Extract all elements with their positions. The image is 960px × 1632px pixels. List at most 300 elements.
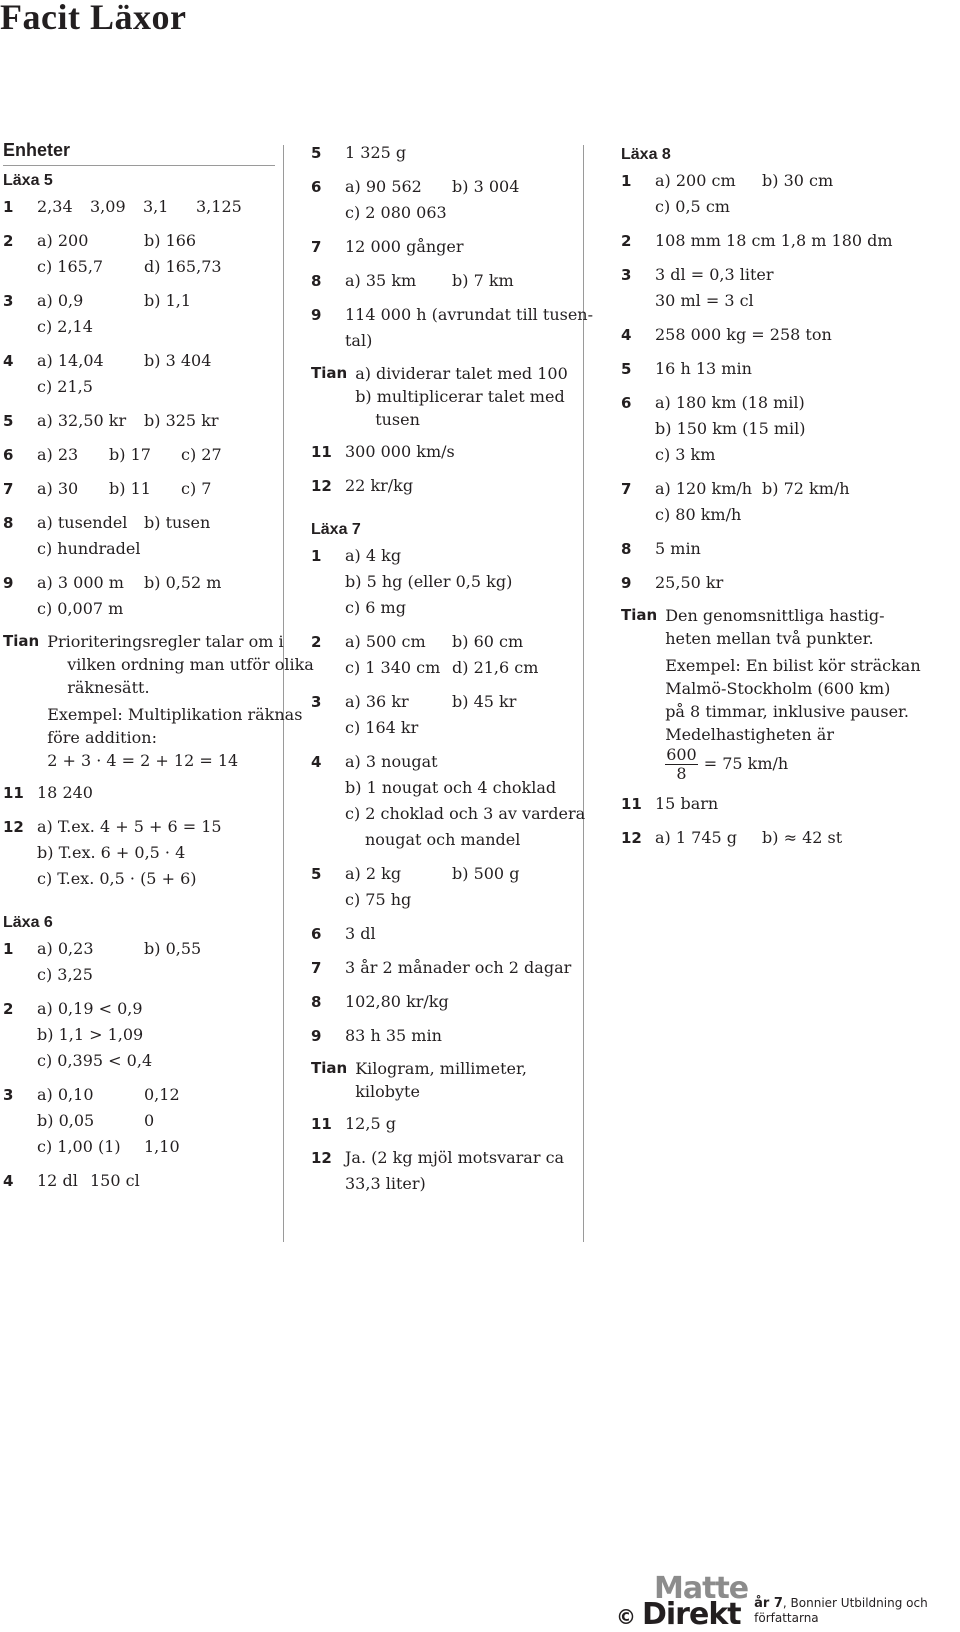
answer-part: 0 xyxy=(144,1111,155,1130)
answer-line xyxy=(37,194,275,220)
answer-line xyxy=(345,827,601,853)
answer-part: tal) xyxy=(345,331,373,350)
answer-item xyxy=(311,689,601,741)
answer-line xyxy=(37,288,275,314)
answer-number: Tian xyxy=(311,364,348,382)
fraction-denominator: 8 xyxy=(676,764,687,783)
answer-part: 12 000 gånger xyxy=(345,237,464,256)
answer-part: 30 ml = 3 cl xyxy=(655,291,754,310)
answer-part: b) 1,1 > 1,09 xyxy=(37,1025,144,1044)
answer-part: c) 21,5 xyxy=(37,377,93,396)
answer-item xyxy=(311,234,601,260)
answer-number: 2 xyxy=(621,232,632,250)
answer-part: 25,50 kr xyxy=(655,573,724,592)
answer-number: 1 xyxy=(621,172,632,190)
answer-line xyxy=(37,1022,275,1048)
answer-number: 11 xyxy=(3,784,24,802)
answer-part: c) 0,007 m xyxy=(37,599,124,618)
answer-body xyxy=(655,262,921,314)
answer-line xyxy=(345,1023,601,1049)
answer-line xyxy=(655,228,921,254)
answer-number: 7 xyxy=(621,480,632,498)
answer-line xyxy=(37,1082,275,1108)
answer-part: a) 3 nougat xyxy=(345,752,438,771)
answer-body xyxy=(37,194,275,220)
answer-line xyxy=(355,1057,601,1080)
answer-number: 8 xyxy=(621,540,632,558)
answer-part: c) T.ex. 0,5 · (5 + 6) xyxy=(37,869,197,888)
answer-line xyxy=(37,866,275,892)
answer-body xyxy=(37,814,275,892)
answer-line xyxy=(655,442,921,468)
answer-part: 114 000 h (avrundat till tusen- xyxy=(345,305,594,324)
answer-part: a) 0,10 xyxy=(37,1085,94,1104)
answer-line xyxy=(665,604,921,627)
answer-number: 1 xyxy=(311,547,322,565)
answer-line xyxy=(47,676,314,699)
answer-part: heten mellan två punkter. xyxy=(665,629,874,648)
answer-part: c) 80 km/h xyxy=(655,505,742,524)
answer-part: 3,125 xyxy=(196,197,242,216)
answer-part: a) 0,9 xyxy=(37,291,84,310)
answer-part: c) 2 080 063 xyxy=(345,203,447,222)
answer-body xyxy=(37,1082,275,1160)
answer-part: Den genomsnittliga hastig- xyxy=(665,606,885,625)
answer-item xyxy=(621,168,921,220)
answer-item xyxy=(3,288,275,340)
answer-number: Tian xyxy=(311,1059,348,1077)
answer-part: 3,09 xyxy=(90,197,126,216)
answer-body xyxy=(345,861,601,913)
answer-part: 15 barn xyxy=(655,794,719,813)
answer-part: 22 kr/kg xyxy=(345,476,414,495)
answer-line xyxy=(655,825,921,851)
answer-body xyxy=(37,228,275,280)
answer-item xyxy=(3,936,275,988)
answer-line xyxy=(345,689,601,715)
answer-part: b) 17 xyxy=(109,445,151,464)
answer-part: 16 h 13 min xyxy=(655,359,752,378)
answer-line xyxy=(345,473,601,499)
answer-part: b) 30 cm xyxy=(762,171,834,190)
answer-part: nougat och mandel xyxy=(365,830,521,849)
example-line: före addition: xyxy=(47,728,157,747)
answer-line xyxy=(345,887,601,913)
footer xyxy=(616,1571,960,1632)
answer-line xyxy=(37,962,275,988)
column-2 xyxy=(311,140,601,1205)
answer-part: b) 7 km xyxy=(452,271,514,290)
answer-part: b) 0,52 m xyxy=(144,573,222,592)
answer-part: 300 000 km/s xyxy=(345,442,455,461)
answer-body xyxy=(37,780,275,806)
answer-line xyxy=(345,302,601,328)
answer-part: a) 90 562 xyxy=(345,177,422,196)
answer-part: c) 75 hg xyxy=(345,890,412,909)
answer-line xyxy=(345,174,601,200)
answer-part: b) 325 kr xyxy=(144,411,219,430)
answer-part: d) 21,6 cm xyxy=(452,658,539,677)
answer-item xyxy=(311,174,601,226)
answer-line xyxy=(355,385,601,408)
answer-line xyxy=(345,861,601,887)
answer-part: b) 3 004 xyxy=(452,177,520,196)
answer-part: d) 165,73 xyxy=(144,257,222,276)
answer-line xyxy=(345,140,601,166)
answer-line xyxy=(655,322,921,348)
grade-label: år 7 xyxy=(754,1596,783,1611)
answer-line xyxy=(37,374,275,400)
answer-body xyxy=(345,629,601,681)
answer-number: 8 xyxy=(3,514,14,532)
answer-number: 12 xyxy=(311,477,332,495)
answer-body xyxy=(655,356,921,382)
answer-body xyxy=(655,791,921,817)
answer-item xyxy=(621,604,921,783)
answer-part: 0,12 xyxy=(144,1085,180,1104)
answer-part: c) 0,395 < 0,4 xyxy=(37,1051,153,1070)
answer-body xyxy=(355,362,601,431)
answer-line xyxy=(655,356,921,382)
answer-body xyxy=(37,408,275,434)
answer-part: a) 180 km (18 mil) xyxy=(655,393,805,412)
answer-number: 9 xyxy=(311,306,322,324)
lesson-heading: Läxa 6 xyxy=(3,914,53,931)
answer-line xyxy=(345,595,601,621)
answer-part: 3,1 xyxy=(143,197,169,216)
answer-body xyxy=(355,1057,601,1103)
answer-part: 102,80 kr/kg xyxy=(345,992,449,1011)
publisher-credit xyxy=(754,1596,960,1627)
answer-line xyxy=(345,629,601,655)
answer-line xyxy=(665,627,921,650)
answer-item xyxy=(311,140,601,166)
example-block xyxy=(665,654,921,783)
answer-body xyxy=(655,322,921,348)
answer-part: 3 år 2 månader och 2 dagar xyxy=(345,958,572,977)
answer-body xyxy=(37,1168,275,1194)
answer-part: kilobyte xyxy=(355,1082,420,1101)
answer-part: a) 0,19 < 0,9 xyxy=(37,999,143,1018)
answer-item xyxy=(621,390,921,468)
answer-number: 9 xyxy=(3,574,14,592)
answer-part: a) 1 745 g xyxy=(655,828,737,847)
example-line: Exempel: En bilist kör sträckan xyxy=(665,656,921,675)
answer-line xyxy=(37,840,275,866)
answer-number: 7 xyxy=(311,959,322,977)
lesson-heading: Läxa 8 xyxy=(621,146,671,163)
answer-body xyxy=(345,1023,601,1049)
answer-line xyxy=(37,936,275,962)
answer-part: a) 14,04 xyxy=(37,351,104,370)
answer-part: c) 165,7 xyxy=(37,257,104,276)
answer-part: c) 2,14 xyxy=(37,317,93,336)
answer-part: 12,5 g xyxy=(345,1114,396,1133)
answer-part: Ja. (2 kg mjöl motsvarar ca xyxy=(345,1148,565,1167)
lesson-heading: Läxa 7 xyxy=(311,521,361,538)
answer-part: c) 164 kr xyxy=(345,718,419,737)
answer-body xyxy=(345,989,601,1015)
answer-part: b) tusen xyxy=(144,513,211,532)
answer-part: b) 45 kr xyxy=(452,692,517,711)
answer-part: b) 166 xyxy=(144,231,197,250)
answer-part: a) T.ex. 4 + 5 + 6 = 15 xyxy=(37,817,222,836)
answer-number: 9 xyxy=(621,574,632,592)
answer-line xyxy=(655,536,921,562)
answer-part: 33,3 liter) xyxy=(345,1174,426,1193)
answer-body xyxy=(37,570,275,622)
answer-body xyxy=(345,268,601,294)
answer-number: 6 xyxy=(3,446,14,464)
answer-line xyxy=(345,328,601,354)
answer-line xyxy=(47,653,314,676)
answer-item xyxy=(311,268,601,294)
answer-line xyxy=(655,194,921,220)
answer-part: 5 min xyxy=(655,539,701,558)
answer-line xyxy=(37,408,275,434)
answer-item xyxy=(311,1111,601,1137)
answer-item xyxy=(311,861,601,913)
answer-number: 4 xyxy=(3,1172,14,1190)
answer-part: b) 1,1 xyxy=(144,291,192,310)
answer-body xyxy=(655,536,921,562)
answer-part: 108 mm 18 cm 1,8 m 180 dm xyxy=(655,231,893,250)
answer-part: a) 30 xyxy=(37,479,79,498)
answer-part: b) 5 hg (eller 0,5 kg) xyxy=(345,572,513,591)
answer-body xyxy=(655,168,921,220)
fraction-result: = 75 km/h xyxy=(703,754,789,773)
answer-body xyxy=(655,570,921,596)
answer-line xyxy=(37,254,275,280)
answer-number: 12 xyxy=(3,818,24,836)
answer-body xyxy=(37,288,275,340)
answer-line xyxy=(345,801,601,827)
copyright-symbol: © xyxy=(616,1605,636,1629)
answer-number: 11 xyxy=(311,443,332,461)
answer-part: c) 2 choklad och 3 av vardera xyxy=(345,804,586,823)
answer-part: 258 000 kg = 258 ton xyxy=(655,325,832,344)
answer-line xyxy=(37,596,275,622)
answer-part: c) 1,00 (1) xyxy=(37,1137,121,1156)
answer-line xyxy=(345,200,601,226)
answer-part: b) 500 g xyxy=(452,864,520,883)
answer-part: b) 150 km (15 mil) xyxy=(655,419,806,438)
answer-body xyxy=(345,302,601,354)
answer-part: a) 120 km/h xyxy=(655,479,753,498)
answer-part: a) 23 xyxy=(37,445,79,464)
answer-item xyxy=(621,356,921,382)
answer-item xyxy=(311,749,601,853)
answer-line xyxy=(655,288,921,314)
answer-body xyxy=(345,1111,601,1137)
answer-part: b) 60 cm xyxy=(452,632,524,651)
answer-number: 2 xyxy=(3,232,14,250)
answer-body xyxy=(37,996,275,1074)
answer-number: 2 xyxy=(3,1000,14,1018)
example-line: 2 + 3 · 4 = 2 + 12 = 14 xyxy=(47,751,239,770)
answer-line xyxy=(655,390,921,416)
answer-number: 7 xyxy=(3,480,14,498)
answer-item xyxy=(311,955,601,981)
answer-line xyxy=(345,921,601,947)
answer-line xyxy=(37,348,275,374)
answer-line xyxy=(37,1108,275,1134)
example-line: på 8 timmar, inklusive pauser. xyxy=(665,702,910,721)
answer-number: 6 xyxy=(311,925,322,943)
answer-item xyxy=(621,262,921,314)
answer-line xyxy=(355,362,601,385)
answer-part: a) 35 km xyxy=(345,271,417,290)
answer-number: 4 xyxy=(311,753,322,771)
answer-part: b) multiplicerar talet med xyxy=(355,387,565,406)
answer-item xyxy=(3,570,275,622)
answer-line xyxy=(355,408,601,431)
answer-part: 3 dl xyxy=(345,924,376,943)
answer-body xyxy=(655,228,921,254)
answer-body xyxy=(345,1145,601,1197)
answer-line xyxy=(345,234,601,260)
answer-part: b) 0,05 xyxy=(37,1111,95,1130)
answer-number: 5 xyxy=(311,144,322,162)
answer-item xyxy=(311,543,601,621)
answer-item xyxy=(3,510,275,562)
answer-part: a) 36 kr xyxy=(345,692,409,711)
logo-line-2: Direkt xyxy=(642,1596,741,1632)
answer-item xyxy=(3,194,275,220)
answer-number: 8 xyxy=(311,272,322,290)
answer-item xyxy=(3,228,275,280)
answer-part: 150 cl xyxy=(90,1171,140,1190)
answer-number: 9 xyxy=(311,1027,322,1045)
example-line: Exempel: Multiplikation räknas xyxy=(47,705,303,724)
answer-item xyxy=(621,791,921,817)
answer-line xyxy=(345,1145,601,1171)
answer-number: 8 xyxy=(311,993,322,1011)
answer-part: a) 4 kg xyxy=(345,546,402,565)
answer-line xyxy=(345,655,601,681)
answer-line xyxy=(345,569,601,595)
answer-number: 5 xyxy=(3,412,14,430)
answer-part: tusen xyxy=(375,410,420,429)
answer-body xyxy=(37,476,275,502)
example-line: Medelhastigheten är xyxy=(665,725,834,744)
answer-body xyxy=(37,510,275,562)
logo-line-1: Matte xyxy=(654,1571,749,1606)
answer-line xyxy=(37,996,275,1022)
answer-part: 12 dl xyxy=(37,1171,78,1190)
answer-item xyxy=(621,536,921,562)
page-title: Facit Läxor xyxy=(0,0,187,37)
answer-item xyxy=(621,825,921,851)
answer-part: 83 h 35 min xyxy=(345,1026,442,1045)
answer-line xyxy=(37,570,275,596)
answer-body xyxy=(345,689,601,741)
answer-number: Tian xyxy=(3,632,40,650)
answer-body xyxy=(345,543,601,621)
answer-body xyxy=(345,174,601,226)
example-block xyxy=(47,703,314,772)
answer-part: c) 1 340 cm xyxy=(345,658,441,677)
answer-line xyxy=(37,442,275,468)
answer-part: b) 3 404 xyxy=(144,351,212,370)
fraction-numerator: 600 xyxy=(666,745,697,764)
answer-item xyxy=(3,348,275,400)
answer-number: 3 xyxy=(3,292,14,310)
answer-item xyxy=(311,473,601,499)
answer-number: 2 xyxy=(311,633,322,651)
answer-part: c) 0,5 cm xyxy=(655,197,730,216)
answer-body xyxy=(345,749,601,853)
answer-item xyxy=(311,629,601,681)
answer-number: 11 xyxy=(621,795,642,813)
answer-item xyxy=(3,442,275,468)
answer-line xyxy=(655,262,921,288)
column-3 xyxy=(621,140,921,859)
answer-part: a) 2 kg xyxy=(345,864,402,883)
answer-item xyxy=(3,996,275,1074)
answer-line xyxy=(37,476,275,502)
answer-body xyxy=(345,955,601,981)
answer-part: c) hundradel xyxy=(37,539,141,558)
answer-part: a) 32,50 kr xyxy=(37,411,127,430)
answer-part: 18 240 xyxy=(37,783,93,802)
answer-part: b) 11 xyxy=(109,479,151,498)
answer-line xyxy=(345,543,601,569)
answer-item xyxy=(311,302,601,354)
answer-body xyxy=(655,390,921,468)
answer-part: 3 dl = 0,3 liter xyxy=(655,265,774,284)
answer-part: 1 325 g xyxy=(345,143,407,162)
answer-item xyxy=(621,228,921,254)
answer-line xyxy=(655,570,921,596)
answer-part: c) 3,25 xyxy=(37,965,93,984)
answer-part: a) 0,23 xyxy=(37,939,94,958)
answer-line xyxy=(37,1168,275,1194)
answer-line xyxy=(345,439,601,465)
answer-line xyxy=(345,955,601,981)
answer-line xyxy=(655,502,921,528)
answer-item xyxy=(311,989,601,1015)
answer-body xyxy=(655,476,921,528)
answer-line xyxy=(37,228,275,254)
answer-part: a) dividerar talet med 100 xyxy=(355,364,568,383)
answer-item xyxy=(3,408,275,434)
answer-number: 12 xyxy=(621,829,642,847)
answer-line xyxy=(37,536,275,562)
answer-line xyxy=(37,814,275,840)
lesson-heading: Läxa 5 xyxy=(3,172,53,189)
answer-part: räknesätt. xyxy=(67,678,150,697)
answer-number: 4 xyxy=(621,326,632,344)
answer-number: 1 xyxy=(3,198,14,216)
answer-number: 5 xyxy=(311,865,322,883)
answer-part: c) 7 xyxy=(181,479,212,498)
example-line: Malmö-Stockholm (600 km) xyxy=(665,679,891,698)
answer-part: a) 200 cm xyxy=(655,171,736,190)
answer-part: Kilogram, millimeter, xyxy=(355,1059,527,1078)
answer-line xyxy=(37,314,275,340)
answer-line xyxy=(655,791,921,817)
answer-part: a) tusendel xyxy=(37,513,128,532)
answer-item xyxy=(311,1023,601,1049)
answer-line xyxy=(345,1171,601,1197)
answer-body xyxy=(37,442,275,468)
matte-direkt-logo xyxy=(642,1571,749,1632)
answer-body xyxy=(345,439,601,465)
answer-line xyxy=(345,749,601,775)
answer-number: 6 xyxy=(621,394,632,412)
answer-part: a) 200 xyxy=(37,231,89,250)
